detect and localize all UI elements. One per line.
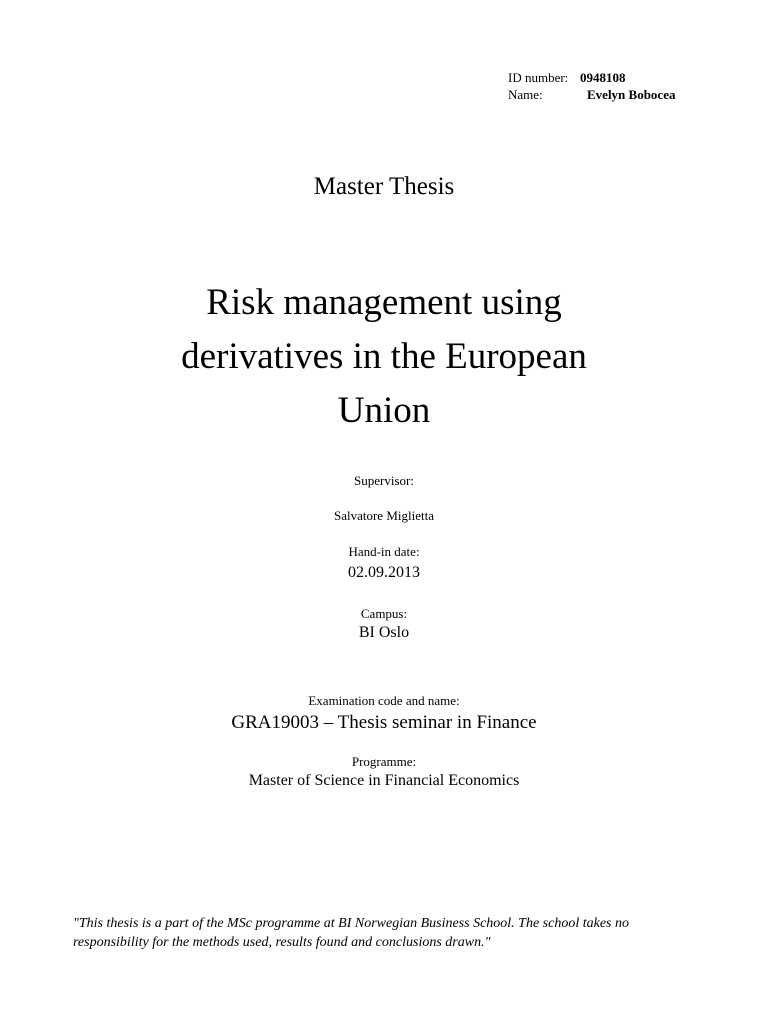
- student-name-row: [508, 86, 675, 103]
- supervisor-label: Supervisor:: [354, 473, 414, 488]
- id-number-value: 0948108: [580, 70, 626, 85]
- examination-value: GRA19003 – Thesis seminar in Finance: [231, 712, 537, 733]
- programme-label: Programme:: [351, 754, 417, 769]
- title-line-3: Union: [337, 390, 431, 431]
- disclaimer-line-1: "This thesis is a part of the MSc programme at BI Norwegian Business School. The school takes no: [73, 916, 630, 931]
- student-name-label: Name:: [508, 87, 543, 102]
- student-name-value: Evelyn Bobocea: [587, 87, 676, 102]
- campus-label: Campus:: [360, 606, 408, 621]
- student-id-block: [508, 69, 675, 103]
- programme-value: Master of Science in Financial Economics: [248, 772, 520, 789]
- campus-value: BI Oslo: [358, 624, 410, 641]
- examination-label: Examination code and name:: [308, 693, 460, 708]
- disclaimer: [73, 914, 713, 952]
- title-line-1: Risk management using: [206, 282, 562, 323]
- supervisor-value: Salvatore Miglietta: [333, 508, 434, 523]
- thesis-title: [0, 276, 768, 438]
- hand-in-date-label: Hand-in date:: [348, 544, 420, 559]
- id-number-label: ID number:: [508, 70, 569, 85]
- hand-in-date-value: 02.09.2013: [348, 564, 420, 581]
- document-type: Master Thesis: [313, 173, 455, 200]
- disclaimer-line-2: responsibility for the methods used, results found and conclusions drawn.": [73, 935, 491, 950]
- title-line-2: derivatives in the European: [181, 336, 587, 377]
- id-number-row: [508, 69, 675, 86]
